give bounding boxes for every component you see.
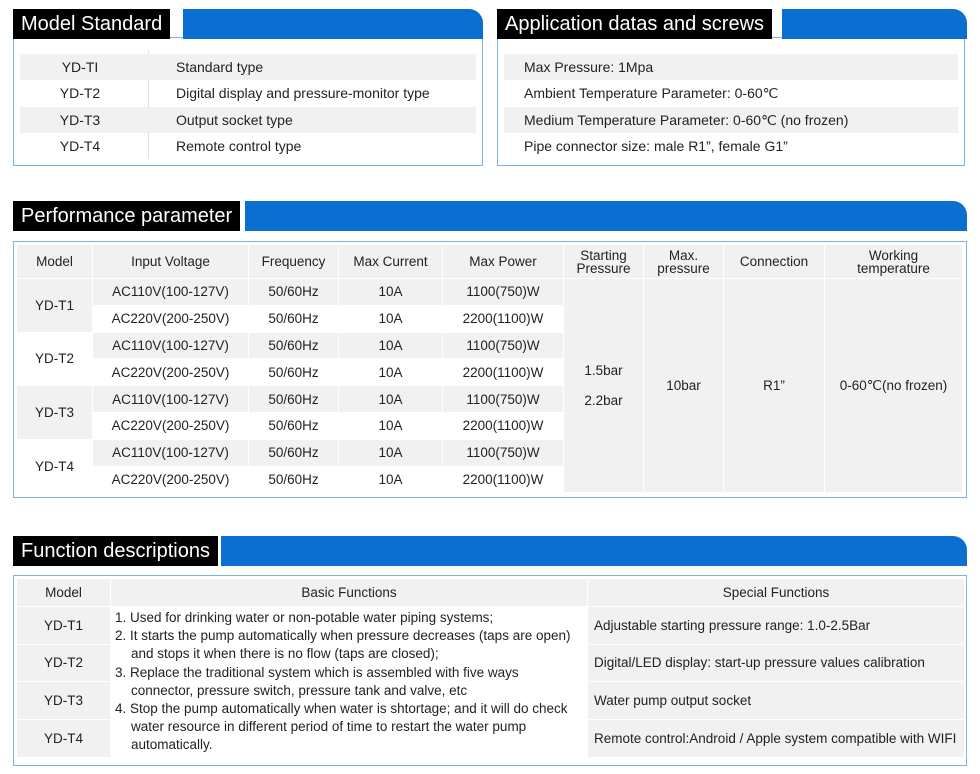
table-row	[17, 279, 963, 306]
special-cell: Digital/LED display: start-up pressure values calibration	[588, 644, 965, 682]
basic-functions-cell	[111, 607, 588, 758]
power-cell: 2200(1100)W	[443, 305, 564, 332]
basic-functions-list	[115, 609, 579, 755]
section-title: Model Standard	[13, 9, 170, 39]
frequency-cell: 50/60Hz	[249, 305, 339, 332]
model-cell: YD-T2	[17, 332, 93, 386]
model-cell: YD-T4	[59, 138, 101, 154]
special-cell: Remote control:Android / Apple system compatible with WIFI	[588, 719, 965, 757]
table-row	[20, 107, 476, 133]
header-model: Model	[17, 579, 111, 607]
table-header-row	[17, 579, 965, 607]
current-cell: 10A	[339, 466, 443, 493]
frequency-cell: 50/60Hz	[249, 466, 339, 493]
header-power: Max Power	[443, 245, 564, 279]
connection-cell: R1”	[724, 279, 825, 493]
model-cell: YD-T3	[17, 386, 93, 440]
current-cell: 10A	[339, 332, 443, 359]
header-basic: Basic Functions	[111, 579, 588, 607]
model-standard-section	[13, 9, 483, 166]
header-max-pressure: Max. pressure	[644, 245, 724, 279]
list-item: 3. Replace the traditional system which is assembled with five ways connector, pressure switch, pressure tank and valve, etc	[115, 664, 519, 698]
model-cell: YD-T2	[17, 644, 111, 682]
function-box	[13, 575, 967, 766]
spec-row: Max Pressure: 1Mpa	[504, 54, 958, 80]
model-cell: YD-T2	[59, 85, 101, 101]
section-title: Application datas and screws	[497, 9, 772, 39]
header-frequency: Frequency	[249, 245, 339, 279]
performance-box	[13, 241, 967, 498]
power-cell: 1100(750)W	[443, 279, 564, 306]
model-standard-header	[13, 9, 483, 39]
application-header	[497, 9, 967, 39]
max-pressure-cell: 10bar	[644, 279, 724, 493]
function-table	[16, 578, 965, 758]
performance-header	[13, 201, 967, 231]
table-row	[20, 80, 476, 106]
spec-row: Ambient Temperature Parameter: 0-60℃	[524, 84, 779, 101]
model-cell: YD-T1	[17, 279, 93, 333]
model-cell: YD-T3	[59, 112, 101, 128]
section-title: Function descriptions	[13, 536, 218, 566]
section-title: Performance parameter	[13, 201, 240, 231]
voltage-cell: AC110V(100-127V)	[93, 386, 249, 413]
type-cell: Output socket type	[176, 112, 293, 128]
voltage-cell: AC110V(100-127V)	[93, 439, 249, 466]
header-accent-bar	[183, 9, 483, 39]
model-cell: YD-T4	[17, 719, 111, 757]
frequency-cell: 50/60Hz	[249, 412, 339, 439]
table-row	[20, 133, 476, 159]
header-current: Max Current	[339, 245, 443, 279]
type-cell: Standard type	[176, 59, 264, 75]
header-working-temperature: Working temperature	[825, 245, 963, 279]
model-cell: YD-T4	[17, 439, 93, 493]
voltage-cell: AC220V(200-250V)	[93, 359, 249, 386]
header-accent-bar	[221, 536, 967, 566]
header-connection: Connection	[724, 245, 825, 279]
frequency-cell: 50/60Hz	[249, 279, 339, 306]
power-cell: 1100(750)W	[443, 386, 564, 413]
table-row	[17, 607, 965, 645]
frequency-cell: 50/60Hz	[249, 359, 339, 386]
function-section	[13, 536, 967, 768]
header-accent-bar	[782, 9, 967, 39]
power-cell: 2200(1100)W	[443, 359, 564, 386]
special-cell: Adjustable starting pressure range: 1.0-2.5Bar	[588, 607, 965, 645]
current-cell: 10A	[339, 305, 443, 332]
performance-section	[13, 201, 967, 499]
application-box	[497, 37, 965, 166]
frequency-cell: 50/60Hz	[249, 386, 339, 413]
voltage-cell: AC220V(200-250V)	[93, 305, 249, 332]
power-cell: 2200(1100)W	[443, 466, 564, 493]
current-cell: 10A	[339, 439, 443, 466]
current-cell: 10A	[339, 386, 443, 413]
power-cell: 1100(750)W	[443, 439, 564, 466]
special-cell: Water pump output socket	[588, 682, 965, 720]
spec-row: Medium Temperature Parameter: 0-60℃ (no frozen)	[504, 107, 958, 133]
header-model: Model	[17, 245, 93, 279]
spec-row: Pipe connector size: male R1”, female G1”	[524, 138, 788, 154]
application-section	[497, 9, 967, 166]
table-header-row	[17, 245, 963, 279]
current-cell: 10A	[339, 359, 443, 386]
model-standard-box	[13, 37, 483, 166]
power-cell: 1100(750)W	[443, 332, 564, 359]
list-item: 1. Used for drinking water or non-potable water piping systems;	[115, 610, 494, 625]
table-row	[20, 54, 476, 80]
starting-pressure-cell: 1.5bar 2.2bar	[564, 279, 644, 493]
function-header	[13, 536, 967, 566]
header-starting-pressure: Starting Pressure	[564, 245, 644, 279]
header-special: Special Functions	[588, 579, 965, 607]
voltage-cell: AC220V(200-250V)	[93, 412, 249, 439]
type-cell: Digital display and pressure-monitor type	[176, 85, 430, 101]
model-cell: YD-T3	[17, 682, 111, 720]
voltage-cell: AC110V(100-127V)	[93, 332, 249, 359]
voltage-cell: AC220V(200-250V)	[93, 466, 249, 493]
frequency-cell: 50/60Hz	[249, 439, 339, 466]
list-item: 2. It starts the pump automatically when pressure decreases (taps are open) and stops it when there is no flow (taps are closed);	[115, 628, 571, 662]
model-cell: YD-TI	[61, 59, 99, 75]
working-temperature-cell: 0-60℃(no frozen)	[825, 279, 963, 493]
type-cell: Remote control type	[176, 138, 302, 154]
header-voltage: Input Voltage	[93, 245, 249, 279]
frequency-cell: 50/60Hz	[249, 332, 339, 359]
header-accent-bar	[245, 201, 967, 231]
current-cell: 10A	[339, 279, 443, 306]
power-cell: 2200(1100)W	[443, 412, 564, 439]
voltage-cell: AC110V(100-127V)	[93, 279, 249, 306]
model-cell: YD-T1	[17, 607, 111, 645]
current-cell: 10A	[339, 412, 443, 439]
list-item: 4. Stop the pump automatically when water is shtortage; and it will do check water resource in different period of time to restart the water pump automatically.	[115, 701, 568, 753]
performance-table	[16, 244, 963, 493]
